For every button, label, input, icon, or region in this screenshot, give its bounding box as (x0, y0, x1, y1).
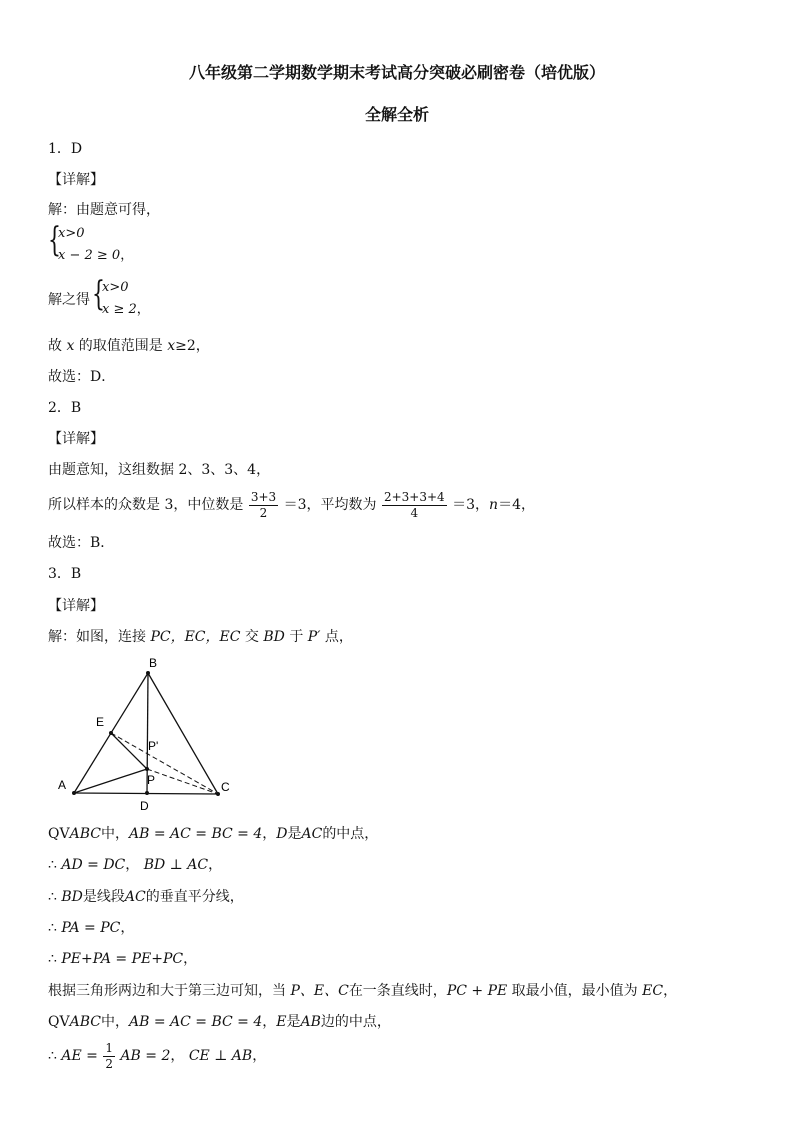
dashed-segment-ec (111, 733, 218, 794)
q1-line-1: 解：由题意可得， (48, 202, 160, 218)
label-c: C (221, 780, 230, 794)
label-d: D (140, 799, 149, 813)
q3-line-3: ∴ AD = DC， BD ⊥ AC， (48, 857, 223, 873)
q3-line-9: ∴ AE = $\frac{1}{2}$ AB = 2， CE ⊥ AB， (48, 1040, 267, 1071)
triangle-figure (50, 652, 250, 817)
q2-detail-heading: 【详解】 (48, 431, 104, 447)
brace-icon: { (92, 274, 105, 314)
brace-icon: { (48, 220, 61, 260)
label-p: P (147, 773, 156, 787)
point-b (146, 671, 150, 675)
system-row-1: x>0 (58, 226, 85, 241)
q2-line-2: 所以样本的众数是 3，中位数是 $\frac{3+3}{2}$ ＝3，平均数为 $\frac{2+3+3+4}{4}$ ＝3，n＝4， (48, 489, 535, 520)
q1-line-3: 故 x 的取值范围是 x≥2， (48, 338, 210, 354)
mean-fraction: $\frac{2+3+3+4}{4}$ (383, 489, 445, 520)
q3-line-4: ∴ BD是线段AC的垂直平分线， (48, 889, 244, 905)
q3-line-8: QVABC中，AB = AC = BC = 4，E是AB边的中点， (48, 1014, 391, 1030)
point-e (109, 731, 113, 735)
system-row-2: x − 2 ≥ 0， (58, 248, 134, 263)
q3-line-1: 解：如图，连接 PC，EC，EC 交 BD 于 P′ 点， (48, 629, 353, 645)
label-p-prime: P' (148, 739, 159, 753)
label-b: B (149, 656, 158, 670)
point-d (145, 791, 149, 795)
point-c (216, 792, 220, 796)
half-fraction: $\frac{1}{2}$ (105, 1040, 113, 1071)
q3-detail-heading: 【详解】 (48, 598, 104, 614)
q2-line-1: 由题意知，这组数据 2、3、3、4， (48, 462, 271, 478)
q3-answer: 3．B (48, 566, 82, 582)
q1-detail-heading: 【详解】 (48, 172, 104, 188)
system-row-2: x ≥ 2， (102, 302, 150, 317)
document-subtitle: 全解全析 (364, 105, 429, 124)
label-a: A (58, 778, 67, 792)
point-p (145, 767, 149, 771)
q3-line-5: ∴ PA = PC， (48, 920, 135, 936)
system-row-1: x>0 (102, 280, 129, 295)
q1-answer: 1．D (48, 141, 83, 157)
q1-line-2: 解之得 (48, 292, 90, 308)
q3-line-7: 根据三角形两边和大于第三边可知，当 P、E、C在一条直线时，PC + PE 取最小值，最小值为 EC， (48, 983, 678, 999)
q2-line-3: 故选：B． (48, 535, 115, 551)
q2-answer: 2．B (48, 400, 82, 416)
point-a (72, 791, 76, 795)
side-bc (148, 673, 218, 794)
q3-line-6: ∴ PE+PA = PE+PC， (48, 951, 198, 967)
document-title: 八年级第二学期数学期末考试高分突破必刷密卷（培优版） (188, 63, 605, 82)
dashed-segment-pc (147, 769, 218, 794)
median-fraction: $\frac{3+3}{2}$ (250, 489, 277, 520)
label-e: E (96, 715, 105, 729)
segment-ap (74, 769, 147, 793)
q3-line-2: QVABC中，AB = AC = BC = 4，D是AC的中点， (48, 826, 379, 842)
q1-line-4: 故选：D． (48, 369, 116, 385)
